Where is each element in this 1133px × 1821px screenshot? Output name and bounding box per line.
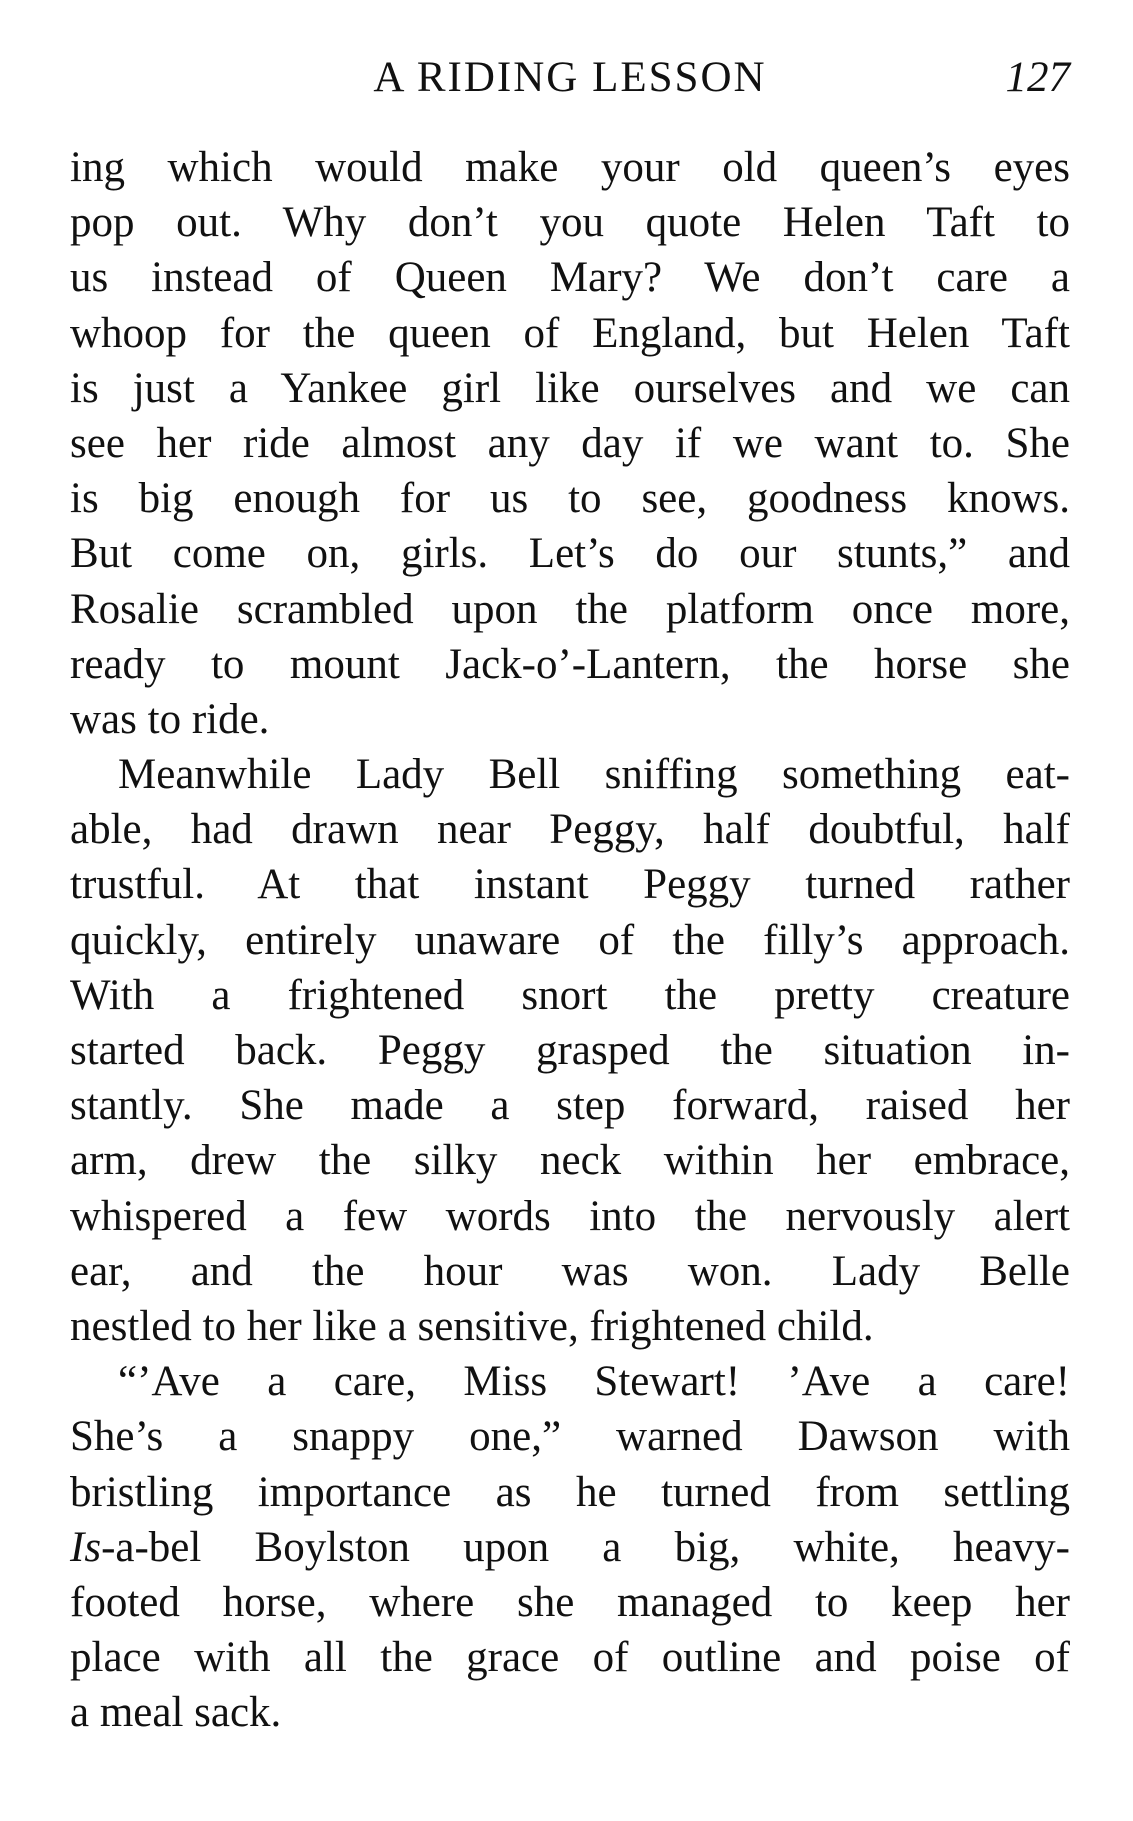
text-line: see her ride almost any day if we want to. She [70,419,1070,467]
text-line: whispered a few words into the nervously alert [70,1192,1070,1240]
paragraph-end-line: nestled to her like a sensitive, frightened child. [70,1302,874,1350]
text-line-italic-start [70,1520,1070,1575]
italic-syllable: Is [70,1523,102,1571]
text-line: ready to mount Jack-o’-Lantern, the horse she [70,640,1070,688]
paragraph-end-line: was to ride. [70,695,270,743]
running-head [70,48,1070,108]
paragraph-start-line: “’Ave a care, Miss Stewart! ’Ave a care! [118,1358,1070,1406]
text-line: quickly, entirely unaware of the filly’s approach. [70,916,1070,964]
running-title: A RIDING LESSON [373,54,767,101]
body-text [70,140,1070,1740]
text-line: pop out. Why don’t you quote Helen Taft to [70,199,1070,247]
line-remainder: -a-bel Boylston upon a big, white, heavy- [101,1523,1070,1571]
text-line: started back. Peggy grasped the situation in- [70,1027,1070,1074]
text-line: ing which would make your old queen’s eyes [70,144,1070,191]
text-line: place with all the grace of outline and poise of [70,1634,1070,1682]
text-line: is just a Yankee girl like ourselves and we can [70,364,1070,412]
paragraph-end-line: a meal sack. [70,1689,282,1737]
text-line: is big enough for us to see, goodness knows. [70,475,1070,523]
text-line: But come on, girls. Let’s do our stunts,” and [70,530,1070,578]
paragraph-start-line: Meanwhile Lady Bell sniffing something eat- [118,751,1070,799]
text-line: bristling importance as he turned from settling [70,1468,1070,1516]
text-line: With a frightened snort the pretty creature [70,971,1070,1019]
text-line: us instead of Queen Mary? We don’t care a [70,254,1070,302]
text-line: She’s a snappy one,” warned Dawson with [70,1413,1070,1461]
text-line: stantly. She made a step forward, raised her [70,1082,1070,1130]
text-line: whoop for the queen of England, but Helen Taft [70,309,1070,357]
text-line: footed horse, where she managed to keep her [70,1578,1070,1626]
text-line: trustful. At that instant Peggy turned rather [70,861,1070,909]
text-line: ear, and the hour was won. Lady Belle [70,1247,1070,1295]
text-line: arm, drew the silky neck within her embrace, [70,1137,1070,1185]
text-line: Rosalie scrambled upon the platform once more, [70,585,1070,633]
page-number: 127 [1005,54,1070,101]
text-line: able, had drawn near Peggy, half doubtful, half [70,806,1070,854]
